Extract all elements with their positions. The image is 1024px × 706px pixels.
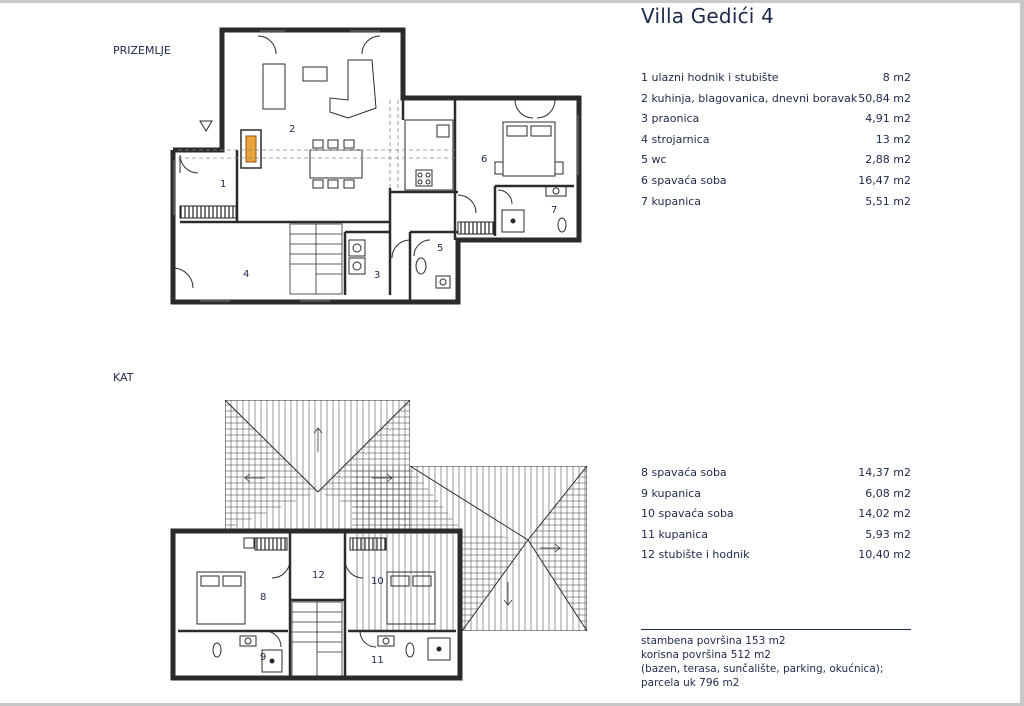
room-number: 10 — [371, 576, 384, 587]
windows — [174, 31, 578, 301]
room-name: 11 kupanica — [641, 527, 709, 541]
upper-floor-label: KAT — [113, 371, 134, 384]
room-area: 14,37 m2 — [858, 466, 911, 479]
entrance-marker-icon — [200, 121, 212, 131]
page-title: Villa Gedići 4 — [641, 4, 775, 28]
room-name: 7 kupanica — [641, 194, 702, 208]
room-area: 2,88 m2 — [865, 153, 911, 167]
wardrobe — [255, 538, 287, 550]
room-area: 5,51 m2 — [865, 194, 911, 208]
room-area: 5,93 m2 — [865, 527, 911, 541]
upper-staircase — [292, 602, 342, 676]
room-area: 6,08 m2 — [865, 486, 911, 500]
living-area: stambena površina 153 m2 — [641, 635, 786, 647]
room-area: 16,47 m2 — [858, 173, 911, 187]
room-name: 1 ulazni hodnik i stubište — [641, 71, 779, 84]
ground-floor-plan — [173, 30, 579, 302]
room-number: 2 — [289, 124, 296, 135]
washing-machines — [349, 240, 365, 274]
plot-area: parcela uk 796 m2 — [641, 677, 740, 689]
room-number: 8 — [260, 592, 267, 603]
room-number: 7 — [551, 205, 558, 216]
wardrobe — [350, 538, 386, 550]
upper-floor-plan — [173, 400, 587, 678]
bathroom-fixtures — [213, 636, 450, 672]
room-number: 12 — [312, 570, 325, 581]
room-name: 12 stubište i hodnik — [641, 548, 750, 562]
room-name: 3 praonica — [641, 112, 700, 126]
room-name: 9 kupanica — [641, 486, 702, 500]
room-number: 11 — [371, 655, 384, 666]
washbasin — [244, 538, 254, 548]
ground-room-numbers — [220, 124, 557, 281]
room-number: 4 — [243, 269, 250, 280]
room-area: 50,84 m2 — [858, 91, 911, 105]
room-name: 4 strojarnica — [641, 132, 710, 146]
room-area: 8 m2 — [882, 71, 911, 84]
room-area: 10,40 m2 — [858, 548, 911, 562]
usable-area-note: (bazen, terasa, sunčalište, parking, okućnica); — [641, 663, 884, 675]
room-area: 13 m2 — [875, 132, 911, 146]
room-number: 9 — [260, 652, 267, 663]
wardrobe — [180, 206, 236, 218]
usable-area: korisna površina 512 m2 — [641, 649, 771, 661]
kitchen — [405, 120, 453, 190]
room-name: 6 spavaća soba — [641, 173, 727, 187]
wardrobe — [458, 222, 494, 234]
wc-fixtures — [416, 258, 450, 288]
exterior-walls — [173, 30, 579, 302]
bed — [197, 572, 245, 624]
room-name: 2 kuhinja, blagovanica, dnevni boravak — [641, 91, 858, 105]
bed — [495, 122, 563, 176]
staircase — [290, 224, 342, 294]
room-number: 5 — [437, 243, 444, 254]
room-name: 10 spavaća soba — [641, 507, 734, 521]
sofa-set — [263, 60, 376, 118]
room-area: 14,02 m2 — [858, 507, 911, 521]
room-number: 1 — [220, 179, 227, 190]
room-area: 4,91 m2 — [865, 112, 911, 126]
room-number: 3 — [374, 270, 381, 281]
room-number: 6 — [481, 154, 488, 165]
room-name: 8 spavaća soba — [641, 466, 727, 479]
room-name: 5 wc — [641, 153, 667, 167]
ground-floor-label: PRIZEMLJE — [113, 44, 171, 57]
dining-table — [310, 140, 362, 188]
